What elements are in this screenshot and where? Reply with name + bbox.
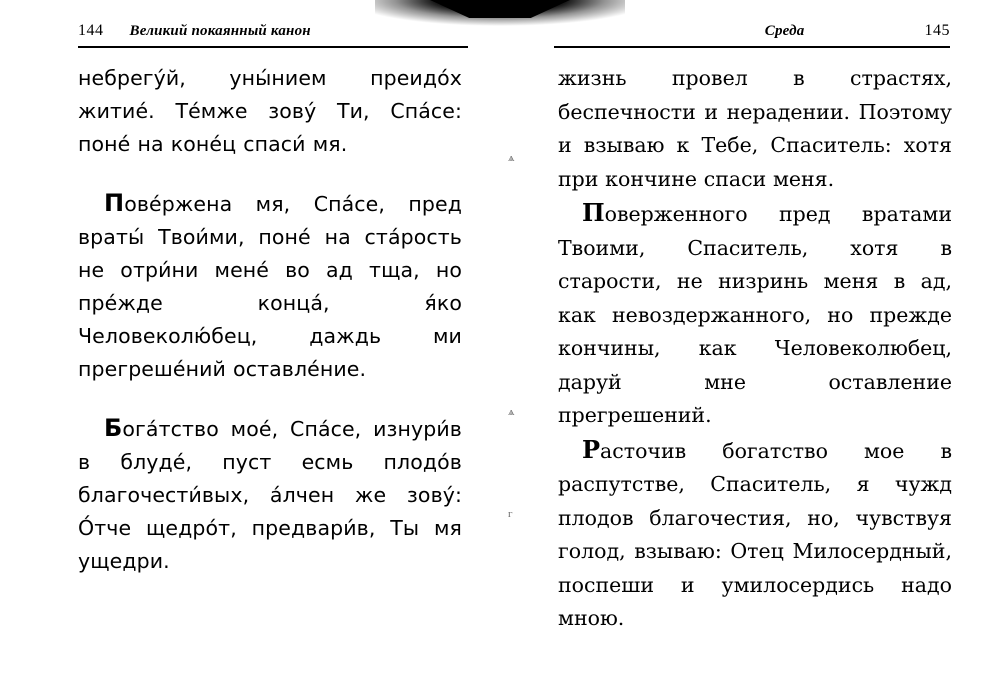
drop-cap: Б [104,414,123,442]
paragraph-text: ове́ржена мя, Спа́се, пред враты́ Твои́ми, поне́ на ста́рость не отри́ни мене́ во ад тща, но пре́жде конца́, я́ко Человеколю́бец, даждь ми прегреше́ний оставле́ние. [78,192,462,381]
folio-number-right: 145 [924,22,950,39]
paragraph-text: небрегу́й, уны́нием преидо́х житие́. Те́мже зову́ Ти, Спа́се: поне́ на коне́ц спаси́ мя. [78,66,462,156]
paragraph [78,62,462,161]
running-head-right [560,22,950,40]
running-title-left: Великий покаянный канон [129,23,311,39]
header-rule-left [78,46,468,48]
paragraph [558,62,952,196]
drop-cap: П [104,189,125,217]
text-block-left [78,62,462,578]
header-rule-right [554,46,950,48]
drop-cap: Р [582,434,601,464]
paragraph-text: асточив богатство мое в распутстве, Спаситель, я чужд плодов благочестия, но, чувствуя голод, взываю: Отец Милосердный, поспеши и умилосердись надо мною. [558,438,952,630]
paragraph-text: жизнь провел в страстях, беспечности и нерадении. Поэтому и взываю к Тебе, Спаситель: хотя при кончине спаси меня. [558,66,952,191]
folio-number-left: 144 [78,22,104,39]
margin-mark: ѧ [508,152,515,164]
page-right [500,0,1000,685]
paragraph-text: ога́тство мое́, Спа́се, изнури́в в блуде́, пуст есмь плодо́в благочести́вых, а́лчен же зову́: О́тче щедро́т, предвари́в, Ты мя ущедри. [78,417,462,573]
drop-cap: П [582,198,605,227]
paragraph [558,196,952,433]
running-head-left [78,22,460,40]
margin-mark: ѧ [508,406,515,418]
margin-mark: г [508,508,513,520]
paragraph [78,412,462,578]
text-block-right [558,62,952,636]
paragraph [558,433,952,636]
paragraph-text: оверженного пред вратами Твоими, Спаситель, хотя в старости, не низринь меня в ад, как невоздержанного, но прежде кончины, как Человеколюбец, даруй мне оставление прегрешений. [558,202,952,427]
paragraph [78,187,462,386]
running-title-right: Среда [764,23,805,39]
